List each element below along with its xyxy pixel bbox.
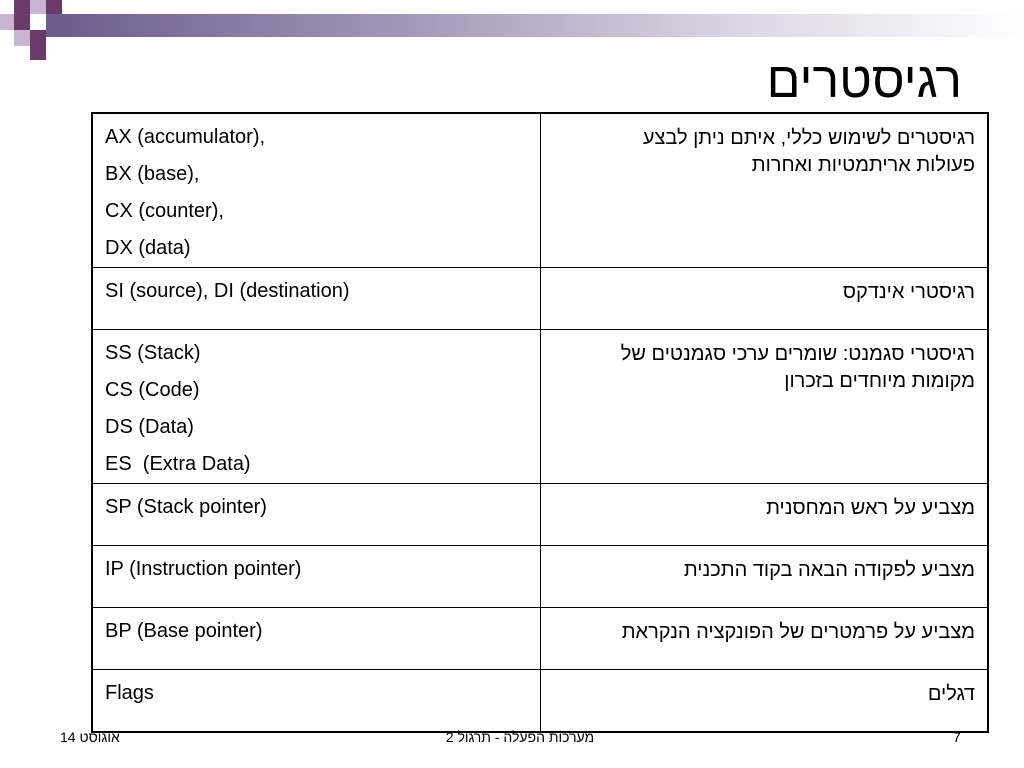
decor-square: [46, 0, 62, 14]
decor-square: [14, 14, 30, 30]
register-name: ES (Extra Data): [105, 453, 251, 475]
footer-course-title: מערכות הפעלה - תרגול 2: [445, 729, 595, 745]
register-description: מקומות מיוחדים בזכרון: [784, 370, 975, 392]
table-row: [92, 608, 988, 670]
register-name: SI (source), DI (destination): [105, 280, 350, 302]
header-gradient-bar: [40, 14, 1024, 37]
footer-page-number: 7: [953, 729, 961, 745]
register-description: רגיסטרי סגמנט: שומרים ערכי סגמנטים של: [620, 343, 975, 365]
register-name: IP (Instruction pointer): [105, 558, 302, 580]
register-name: DX (data): [105, 237, 191, 259]
register-description-cell: [541, 608, 988, 670]
table-row: [92, 484, 988, 546]
register-description: פעולות אריתמטיות ואחרות: [751, 154, 975, 176]
register-name: BP (Base pointer): [105, 620, 263, 642]
register-description: מצביע על ראש המחסנית: [766, 497, 975, 519]
decor-square: [30, 30, 46, 46]
register-name-cell: [92, 268, 541, 330]
decor-square: [14, 0, 30, 14]
register-description-cell: [541, 670, 988, 732]
register-name-cell: [92, 330, 541, 484]
register-description: מצביע על פרמטרים של הפונקציה הנקראת: [621, 621, 975, 643]
register-name: DS (Data): [105, 416, 194, 438]
register-name: CX (counter),: [105, 200, 224, 222]
register-description-cell: [541, 268, 988, 330]
register-name: AX (accumulator),: [105, 126, 266, 148]
register-name: SS (Stack): [105, 342, 201, 364]
register-name-cell: [92, 670, 541, 732]
registers-table: [91, 112, 989, 733]
decor-square: [30, 46, 46, 60]
register-name: Flags: [105, 682, 154, 704]
table-row: [92, 670, 988, 732]
register-description-cell: [541, 546, 988, 608]
register-description-cell: [541, 330, 988, 484]
register-description: רגיסטרים לשימוש כללי, איתם ניתן לבצע: [642, 127, 975, 149]
table-row: [92, 330, 988, 484]
decor-square: [30, 14, 46, 30]
register-description-cell: [541, 484, 988, 546]
register-description-cell: [541, 113, 988, 268]
slide-title: רגיסטרים: [766, 52, 962, 108]
register-description: מצביע לפקודה הבאה בקוד התכנית: [683, 559, 975, 581]
register-name-cell: [92, 113, 541, 268]
register-name: CS (Code): [105, 379, 200, 401]
decor-square: [30, 0, 46, 14]
table-row: [92, 113, 988, 268]
decor-square: [14, 30, 30, 46]
register-name-cell: [92, 484, 541, 546]
decor-square: [0, 14, 14, 30]
register-name-cell: [92, 546, 541, 608]
register-name-cell: [92, 608, 541, 670]
register-description: רגיסטרי אינדקס: [842, 281, 975, 303]
register-description: דגלים: [927, 683, 975, 705]
table-row: [92, 268, 988, 330]
footer-date: אוגוסט 14: [60, 729, 120, 745]
register-name: BX (base),: [105, 163, 200, 185]
table-row: [92, 546, 988, 608]
register-name: SP (Stack pointer): [105, 496, 267, 518]
